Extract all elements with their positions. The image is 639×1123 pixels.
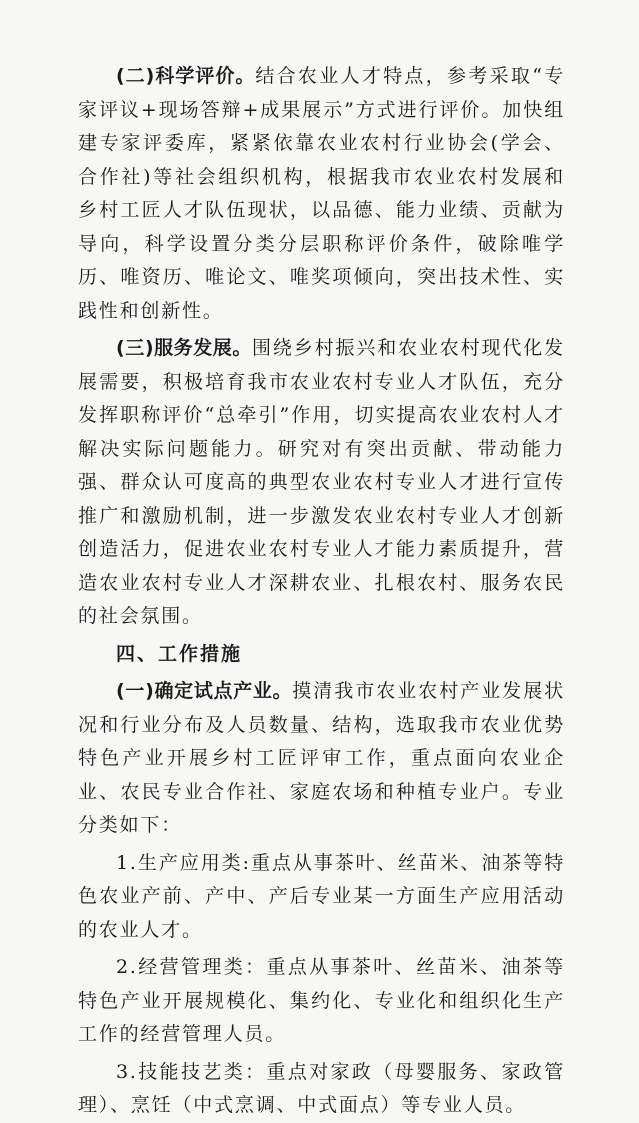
measure-pilot-industry	[78, 675, 565, 843]
section-heading: 四、工作措施	[116, 642, 243, 665]
section-lead: (三)服务发展。	[116, 337, 252, 359]
section-body: 结合农业人才特点，参考采取“专家评议+现场答辩+成果展示”方式进行评价。加快组建专家评委库，紧紧依靠农业农村行业协会(学会、合作社)等社会组织机构，根据我市农业农村发展和乡村工匠人才队伍现状，以品德、能力业绩、贡献为导向，科学设置分类分层职称评价条件，破除唯学历、唯资历、唯论文、唯奖项倾向，突出技术性、实践性和创新性。	[78, 65, 565, 322]
list-item: 2.经营管理类：重点从事茶叶、丝苗米、油茶等特色产业开展规模化、集约化、专业化和组织化生产工作的经营管理人员。	[78, 956, 565, 1045]
section-service-development	[78, 332, 565, 634]
measure-lead: (一)确定试点产业。	[116, 680, 293, 702]
list-item: 3.技能技艺类：重点对家政（母婴服务、家政管理）、烹饪（中式烹调、中式面点）等专业人员。	[78, 1060, 565, 1116]
section-scientific-evaluation	[78, 60, 565, 328]
section-body: 围绕乡村振兴和农业农村现代化发展需要，积极培育我市农业农村专业人才队伍，充分发挥职称评价“总牵引”作用，切实提高农业农村人才解决实际问题能力。研究对有突出贡献、带动能力强、群众认可度高的典型农业农村专业人才进行宣传推广和激励机制，进一步激发农业农村专业人才创新创造活力，促进农业农村专业人才能力素质提升，营造农业农村专业人才深耕农业、扎根农村、服务农民的社会氛围。	[78, 337, 565, 627]
list-item: 1.生产应用类:重点从事茶叶、丝苗米、油茶等特色农业产前、产中、产后专业某一方面生产应用活动的农业人才。	[78, 851, 565, 941]
section-lead: (二)科学评价。	[116, 65, 256, 87]
measure-body: 摸清我市农业农村产业发展状况和行业分布及人员数量、结构，选取我市农业优势特色产业开展乡村工匠评审工作，重点面向农业企业、农民专业合作社、家庭农场和种植专业户。专业分类如下：	[78, 680, 565, 836]
